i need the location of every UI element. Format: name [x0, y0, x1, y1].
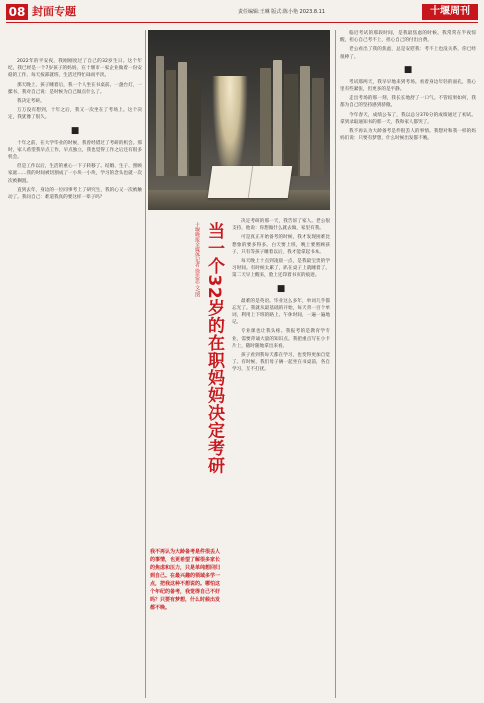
- column-divider: [335, 30, 336, 698]
- editor-meta: 责任编辑:王琳 版式:陈小艳 2023.8.11: [238, 9, 325, 15]
- paragraph: 今年春天，成绩公布了，我以总分370分的成绩通过了初试。拿到录取通知书的那一天，我和家人都哭了。: [340, 112, 476, 125]
- paragraph: 可是真正开始备考的时候，我才发现困难比想象的要多得多。白天要上班，晚上要照顾孩子，只有等孩子睡着以后，我才能拿起书本。: [232, 235, 330, 255]
- headline: 当一个32岁的在职妈妈决定考研: [204, 222, 224, 475]
- paragraph: 万万没有想到，十年之后，我又一次坐在了考场上。这个决定，我犹豫了很久。: [8, 108, 142, 121]
- header-rule: [6, 22, 478, 23]
- paragraph: 临近考试的那段时间，是我最焦虑的时候。我常常在半夜惊醒，担心自己考不上，担心自己的付出白费。: [340, 31, 476, 44]
- paragraph: 最难的是英语。毕业这么多年，单词几乎都忘光了。我就从最基础的开始，每天背一百个单词，利用上下班的路上、午休时间，一遍一遍地记。: [232, 298, 330, 326]
- paragraph: 2022年的平安夜，我刚刚度过了自己的32岁生日。这个年纪，我已经是一个7岁孩子的妈妈，在十堰市一家企业做着一份安稳的工作，每天按部就班，生活过得忙碌而平淡。: [8, 59, 142, 79]
- article-column-2: [232, 218, 330, 698]
- article-column-3: [340, 30, 476, 698]
- paragraph: 那天晚上，孩子睡着后，我一个人坐在书桌前。一盏台灯，一摞书，我对自己说：是时候为自己做点什么了。: [8, 82, 142, 95]
- paragraph: 但是工作以后，生活的重心一下子转移了。结婚、生子、照顾家庭……我的时间被切割成了一小块一小块，学习的念头也就一次次被搁置。: [8, 164, 142, 184]
- byline: 十堰晚报全媒体记者 徐思思 文/图: [194, 222, 200, 297]
- page-header: [0, 0, 484, 22]
- page-number: 08: [6, 4, 28, 20]
- section-title: 封面专题: [32, 5, 76, 18]
- article-column-1: [8, 58, 142, 698]
- section-marker: ■: [276, 283, 286, 294]
- open-book: [208, 166, 292, 198]
- paragraph: 我决定考研。: [17, 99, 45, 105]
- paragraph: 考试那两天，我早早地来到考场。看着身边年轻的面孔，我心里有些紧张，但更多的是平静。: [340, 79, 476, 93]
- paragraph: 每天晚上十点到凌晨一点，是我最宝贵的学习时间。有时候太累了，趴在桌子上就睡着了。第二天早上醒来，脸上还印着书页的痕迹。: [232, 259, 330, 279]
- section-marker: ■: [70, 125, 80, 136]
- paragraph: 直到去年，身边的一位同事考上了研究生，我的心又一次被触动了。我问自己：难道我真的要这样一辈子吗？: [8, 187, 142, 201]
- newspaper-brand: 十堰周刊: [422, 4, 478, 20]
- article-photo: [148, 30, 330, 210]
- paragraph: 老公看出了我的焦虑，总是安慰我：考不上也没关系，你已经很棒了。: [340, 47, 476, 60]
- paragraph: 十年之前，在大学毕业的时候，我曾经错过了考研的机会。那时，家人希望我早点工作，早点独立，我也觉得工作之后还有很多机会。: [8, 140, 142, 161]
- paragraph: 专业课也让我头疼。我报考的是教育学专业，需要背诵大量的知识点。我把重点写在小卡片上，随时随地拿出来看。: [232, 329, 330, 349]
- section-marker: ■: [403, 64, 413, 75]
- paragraph: 孩子看到我每天都在学习，也变得更加自觉了。有时候，我们母子俩一起坐在书桌前，各自学习，互不打扰。: [232, 353, 330, 373]
- paragraph: 我不再认为大龄备考是件很丢人的事情。我想对和我一样的妈妈们说：只要有梦想，什么时候出发都不晚。: [340, 129, 476, 142]
- column-divider: [145, 30, 146, 698]
- pull-quote: 我不再认为大龄备考是件很丢人的事情，也更希望了解很多家长的焦虑和压力，只是单纯想回归到自己。在最兴趣的领域多学一点，把我这种不想说的。哪怕这个年纪的备考，我觉得自己不好吗？只要有梦想，什么时候出发都不晚。: [150, 549, 221, 611]
- paragraph: 走出考场的那一刻，我长长地舒了一口气。不管结果如何，我都为自己的坚持感到骄傲。: [340, 96, 476, 109]
- paragraph: 决定考研的那一天，我告诉了家人。老公很支持，他说：你想做什么就去做，家里有我。: [232, 219, 330, 232]
